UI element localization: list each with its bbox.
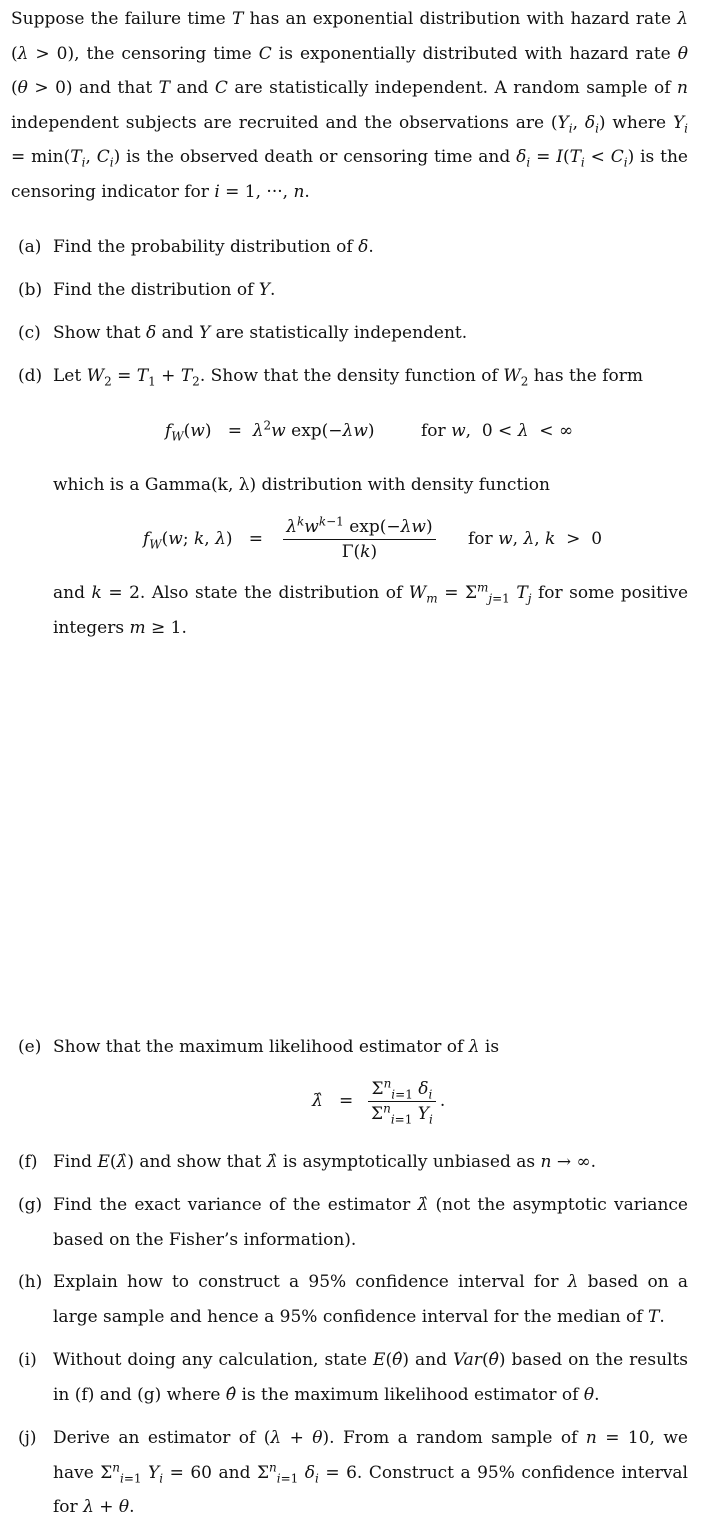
part-a-text: Find the probability distribution of δ. xyxy=(53,237,374,257)
part-b-text: Find the distribution of Y. xyxy=(53,280,276,300)
part-e xyxy=(18,1030,688,1065)
mle-fraction: $\frac{\Sigma^n_{i=1} \delta_i}{\Sigma^n_{i=1} Y_i}$ xyxy=(368,1078,436,1125)
part-label: (j) xyxy=(18,1428,37,1448)
part-d-text: Let $W_2 = T_1 + T_2$. Show that the density function of $W_2$ has the form xyxy=(53,366,643,389)
part-c xyxy=(18,316,688,351)
part-label: (h) xyxy=(18,1272,43,1292)
part-a xyxy=(18,230,688,265)
part-d xyxy=(18,359,688,394)
part-label: (a) xyxy=(18,237,42,257)
part-d-continuation: and k = 2. Also state the distribution of $W_m = \Sigma^m_{j=1}$ $T_j$ for some positive integers m ≥ 1. xyxy=(53,580,689,638)
intro-paragraph: Suppose the failure time T has an exponential distribution with hazard rate λ (λ > 0), the censoring time C is exponentially distributed with hazard rate θ (θ > 0) and that T and C are statistically independent. A random sample of n independent subjects are recruited and the observations are ($Y_i$, $\delta_i$) where $Y_i = \min(T_i$, $C_i$) is the observed death or censoring time and $\delta_i = I(T_i < C_i)$ is the censoring indicator for i = 1, ···, n. xyxy=(11,9,689,202)
gamma-condition: for w, λ, k > 0 xyxy=(468,529,603,549)
part-j xyxy=(18,1421,688,1525)
part-label: (f) xyxy=(18,1152,38,1172)
gamma-sentence: which is a Gamma(k, λ) distribution with density function xyxy=(53,475,550,495)
part-label: (c) xyxy=(18,323,41,343)
part-label: (g) xyxy=(18,1195,43,1215)
part-b xyxy=(18,273,688,308)
part-label: (b) xyxy=(18,280,43,300)
part-j-text: Derive an estimator of (λ + θ). From a random sample of n = 10, we have $\Sigma^n_{i=1}$ $Y_i = 60$ and $\Sigma^n_{i=1}$ $\delta_i = 6$. Construct a 95% confidence interval for λ + θ. xyxy=(53,1428,688,1518)
mle-equation: λ̂ = $\frac{\Sigma^n_{i=1} \delta_i}{\Sigma^n_{i=1} Y_i}$ . xyxy=(312,1076,446,1127)
density-equation-1: $f_W(w) = \lambda^2w$ exp(−λw) xyxy=(165,418,375,444)
part-label: (e) xyxy=(18,1037,42,1057)
part-label: (d) xyxy=(18,366,43,386)
part-i xyxy=(18,1343,688,1412)
part-e-text: Show that the maximum likelihood estimator of λ is xyxy=(53,1037,500,1057)
gamma-fraction: $\frac{\lambda^kw^{k-1} \exp(-\lambda w)}{\Gamma(k)}$ xyxy=(283,516,435,563)
part-f-text: Find E(λ̂) and show that λ̂ is asymptotically unbiased as n → ∞. xyxy=(53,1152,597,1172)
part-f xyxy=(18,1145,688,1180)
part-h xyxy=(18,1265,688,1334)
part-i-text: Without doing any calculation, state E(θ̂) and Var(θ̂) based on the results in (f) and (g) where θ̂ is the maximum likelihood estimator of θ. xyxy=(53,1350,689,1405)
part-label: (i) xyxy=(18,1350,37,1370)
part-g xyxy=(18,1188,688,1257)
density-condition-1: for w, 0 < λ < ∞ xyxy=(421,421,574,441)
gamma-density-equation: $f_W(w$; k, λ) = $\frac{\lambda^kw^{k-1} \exp(-\lambda w)}{\Gamma(k)}$ xyxy=(143,510,440,568)
part-g-text: Find the exact variance of the estimator λ̂ (not the asymptotic variance based on the Fisher’s information). xyxy=(53,1195,688,1250)
part-h-text: Explain how to construct a 95% confidence interval for λ based on a large sample and hence a 95% confidence interval for the median of T. xyxy=(53,1272,688,1327)
part-c-text: Show that δ and Y are statistically independent. xyxy=(53,323,468,343)
